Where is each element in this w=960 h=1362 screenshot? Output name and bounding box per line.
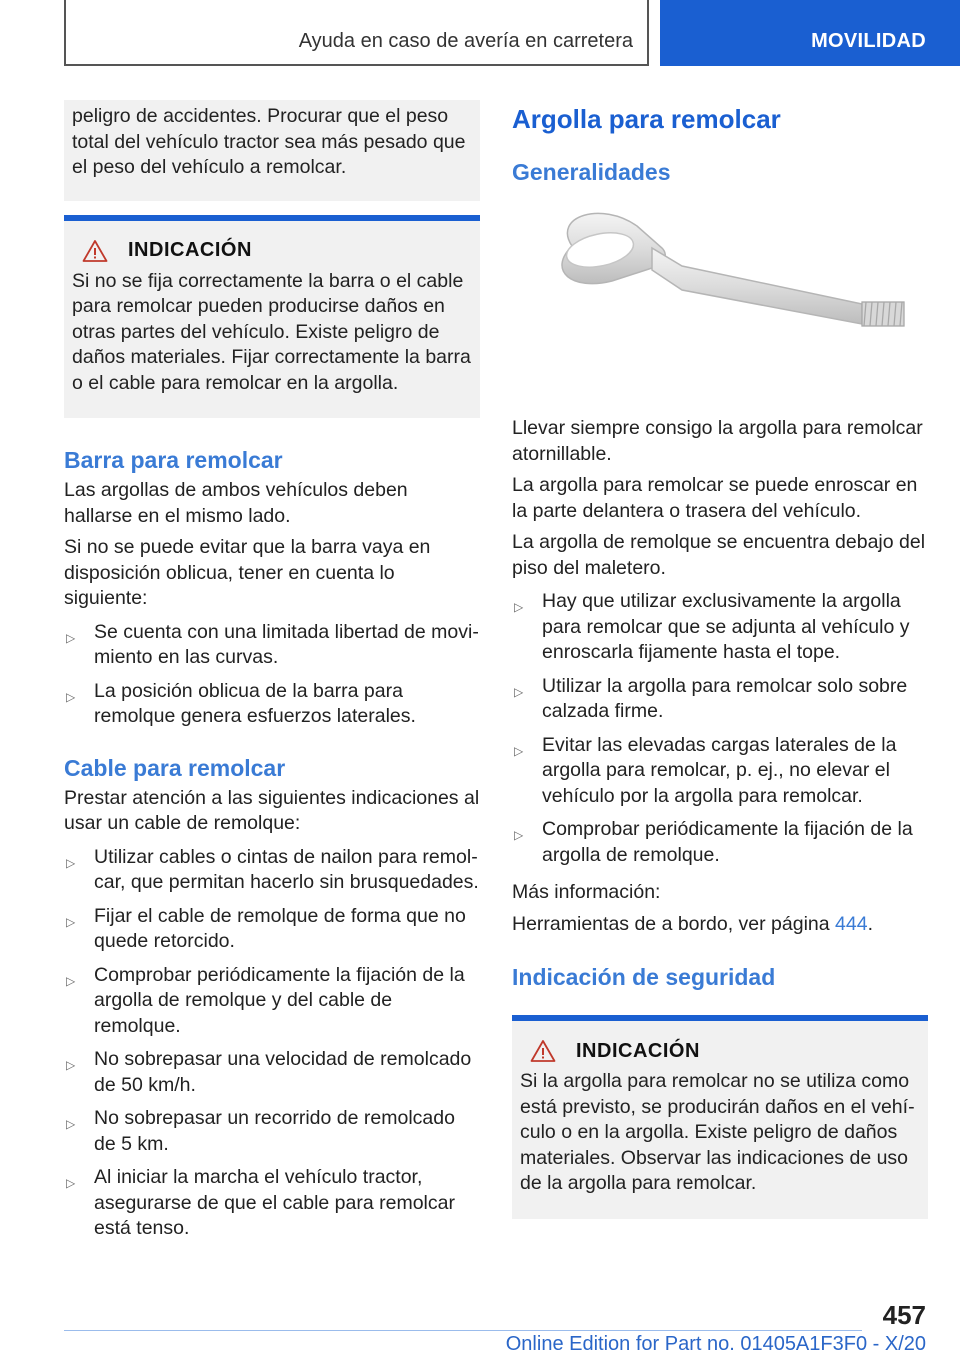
list-item: ▷ Utilizar cables o cintas de nailon para remolcar, que permitan hacerlo sin brusquedades. <box>66 845 479 893</box>
warning-text: Si la argolla para remolcar no se utiliza como está previsto, se producirán daños en el vehículo o en la argolla. Existe peligro de daños materiales. Observar las indicaciones de uso de la argolla para remolcar. <box>520 1070 915 1194</box>
intro-note-box <box>64 100 480 201</box>
list-item: ▷ Comprobar periódicamente la fijación de la argolla de remolque y del cable de remolque. <box>66 963 465 1037</box>
tow-eye-illustration <box>512 186 928 416</box>
heading-barra: Barra para remolcar <box>64 447 283 473</box>
intro-note-text: peligro de accidentes. Procurar que el peso total del vehículo tractor sea más pesado que el peso del vehículo a remolcar. <box>72 105 466 178</box>
list-item: ▷ Utilizar la argolla para remolcar solo sobre calzada firme. <box>514 674 908 722</box>
list-item: ▷ No sobrepasar un recorrido de remolcado de 5 km. <box>66 1107 455 1155</box>
list-item: ▷ Se cuenta con una limitada libertad de movimiento en las curvas. <box>66 620 479 668</box>
bullet-triangle-icon: ▷ <box>66 1117 76 1131</box>
bullet-triangle-icon: ▷ <box>66 855 76 870</box>
right-column <box>512 100 928 1219</box>
warning-triangle-icon <box>530 1039 556 1063</box>
warning-header <box>530 1039 920 1063</box>
footer-divider <box>64 1330 862 1331</box>
list-item: ▷ Fijar el cable de remolque de forma que no quede retorcido. <box>66 904 466 952</box>
barra-paragraph-1: Las argollas de ambos vehículos deben hallarse en el mismo lado. <box>64 479 408 527</box>
page-number: 457 <box>882 1300 926 1330</box>
more-info-label: Más información: <box>512 881 661 903</box>
cable-bullet-list <box>64 845 480 1242</box>
bullet-triangle-icon: ▷ <box>514 743 524 758</box>
heading-generalidades: Generalidades <box>512 159 671 185</box>
warning-box-tow-bar <box>64 215 480 419</box>
bullet-triangle-icon: ▷ <box>514 600 524 614</box>
list-item: ▷ No sobrepasar una velocidad de remolcado de 50 km/h. <box>66 1048 472 1096</box>
bullet-triangle-icon: ▷ <box>66 1176 76 1190</box>
chapter-tab[interactable] <box>660 0 960 66</box>
argolla-paragraph-2: La argolla para remolcar se puede enroscar en la parte delantera o trasera del vehículo. <box>512 474 918 522</box>
argolla-paragraph-1: Llevar siempre consigo la argolla para remolcar atornillable. <box>512 417 923 465</box>
footer-edition: Online Edition for Part no. 01405A1F3F0 - X/20 <box>505 1333 926 1355</box>
bullet-triangle-icon: ▷ <box>66 973 76 988</box>
list-item: ▷ La posición oblicua de la barra para remolque genera esfuerzos laterales. <box>66 679 416 727</box>
header-section-box <box>64 0 649 66</box>
warning-text: Si no se fija correctamente la barra o el cable para remolcar pueden producirse daños en otras partes del vehículo. Existe peligro de daños materiales. Fijar correctamente la barra o el cable para remolcar en la argolla. <box>72 269 471 394</box>
list-item: ▷ Hay que utilizar exclusivamente la argolla para remolcar que se adjunta al vehículo y enroscarla fijamente hasta el tope. <box>514 590 910 663</box>
barra-paragraph-2: Si no se puede evitar que la barra vaya en disposición oblicua, tener en cuenta lo siguiente: <box>64 536 431 609</box>
warning-box-tow-eye <box>512 1015 928 1219</box>
bullet-triangle-icon: ▷ <box>514 684 524 699</box>
warning-triangle-icon <box>82 239 108 263</box>
header-section-title: Ayuda en caso de avería en carretera <box>298 30 633 52</box>
heading-cable: Cable para remolcar <box>64 754 286 781</box>
list-item: ▷ Comprobar periódicamente la fijación de la argolla de remolque. <box>514 818 913 866</box>
heading-argolla: Argolla para remolcar <box>512 104 781 134</box>
argolla-paragraph-3: La argolla de remolque se encuentra debajo del piso del maletero. <box>512 531 926 579</box>
warning-title: INDICACIÓN <box>128 239 252 261</box>
bullet-triangle-icon: ▷ <box>66 630 76 645</box>
barra-bullet-list <box>64 620 480 730</box>
bullet-triangle-icon: ▷ <box>66 914 76 929</box>
argolla-bullet-list <box>512 589 928 868</box>
bullet-triangle-icon: ▷ <box>514 828 524 842</box>
cable-paragraph-1: Prestar atención a las siguientes indicaciones al usar un cable de remolque: <box>64 786 480 834</box>
chapter-tab-label: MOVILIDAD <box>811 30 926 52</box>
list-item: ▷ Evitar las elevadas cargas laterales de la argolla para remolcar, p. ej., no elevar el vehículo por la argolla para remolcar. <box>514 733 897 807</box>
bullet-triangle-icon: ▷ <box>66 689 76 704</box>
list-item: ▷ Al iniciar la marcha el vehículo tractor, asegurarse de que el cable para remolcar está tenso. <box>66 1166 455 1239</box>
bullet-triangle-icon: ▷ <box>66 1058 76 1072</box>
left-column <box>64 100 480 1242</box>
warning-header <box>82 239 472 263</box>
heading-seguridad: Indicación de seguridad <box>512 964 776 990</box>
warning-title: INDICACIÓN <box>576 1039 700 1062</box>
cross-reference: Herramientas de a bordo, ver página 444. <box>512 912 873 935</box>
page-link-444[interactable]: 444 <box>835 912 868 935</box>
